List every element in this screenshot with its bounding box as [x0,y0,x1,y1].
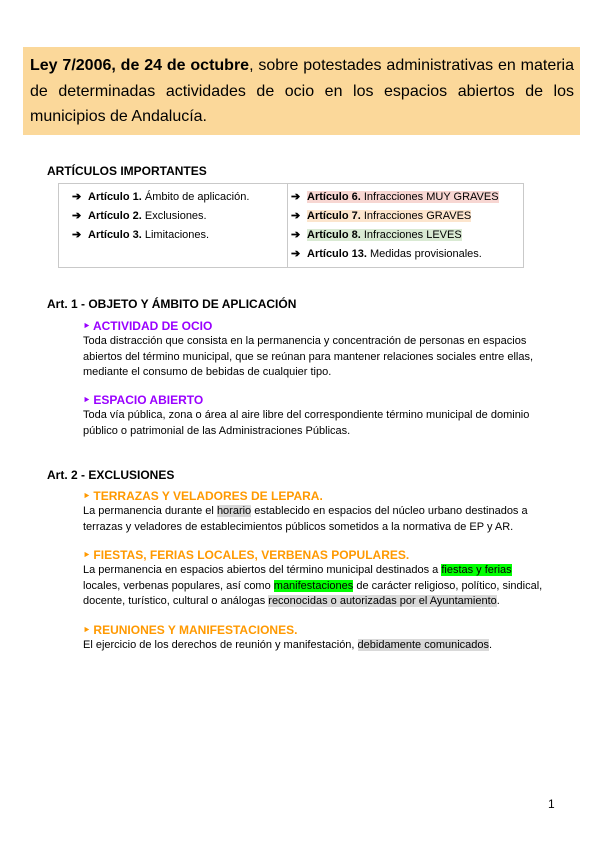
art2-sub3-heading: ‣ REUNIONES Y MANIFESTACIONES. [83,623,298,637]
index-item-art1: ➔ Artículo 1. Ámbito de aplicación. [72,189,249,206]
highlight-fiestas: fiestas y ferias [441,564,512,576]
art1-sub2-heading: ‣ ESPACIO ABIERTO [83,393,204,407]
art2-sub3-text: El ejercicio de los derechos de reunión y manifestación, debidamente comunicados. [83,639,493,651]
index-item-art7: ➔ Artículo 7. Infracciones GRAVES [291,208,471,225]
arrow-icon: ➔ [291,191,301,203]
art1-sub1-text: Toda distracción que consista en la permanencia y concentración de personas en espacios abiertos del término municipal, que se reúnan para mantener relaciones sociales entre ellas, mediante el consumo de bebidas de cualquier tipo. [83,335,534,378]
arrow-icon: ➔ [291,210,301,222]
law-title: Ley 7/2006, de 24 de octubre [30,57,250,74]
arrow-icon: ➔ [72,210,82,222]
arrow-icon: ➔ [291,229,301,241]
art2-sub1-text: La permanencia durante el horario establecido en espacios del núcleo urbano destinados a terrazas y veladores de establecimientos públicos sometidos a la normativa de EP y AR. [83,505,528,533]
articles-index-table [58,183,524,268]
law-description: , sobre potestades administrativas en materia de determinadas actividades de ocio en los espacios abiertos de los municipios de Andalucía. [30,57,574,125]
index-item-art13: ➔ Artículo 13. Medidas provisionales. [291,246,482,263]
page-number: 1 [548,797,555,811]
index-item-art6: ➔ Artículo 6. Infracciones MUY GRAVES [291,189,499,206]
art2-sub2-heading: ‣ FIESTAS, FERIAS LOCALES, VERBENAS POPULARES. [83,548,410,562]
arrow-icon: ➔ [72,191,82,203]
arrow-icon: ➔ [72,229,82,241]
law-title-banner [23,47,580,135]
art2-title: Art. 2 - EXCLUSIONES [47,468,175,482]
art1-title: Art. 1 - OBJETO Y ÁMBITO DE APLICACIÓN [47,297,297,311]
art2-sub2-text: La permanencia en espacios abiertos del término municipal destinados a fiestas y ferias locales, verbenas populares, así como manifestaciones de carácter religioso, político, sindical, docente, turístico, cultural o análogas reconocidas o autorizadas por el Ayuntamiento. [83,564,543,607]
highlight-reconocidas: reconocidas o autorizadas por el Ayuntamiento [268,595,497,607]
arrow-icon: ➔ [291,248,301,260]
art2-sub1-heading: ‣ TERRAZAS Y VELADORES DE LEPARA. [83,489,323,503]
index-divider [287,184,288,267]
index-item-art2: ➔ Artículo 2. Exclusiones. [72,208,207,225]
highlight-horario: horario [216,505,252,517]
art1-sub2-text: Toda vía pública, zona o área al aire libre del correspondiente término municipal de dominio público o patrimonial de las Administraciones Públicas. [83,409,530,437]
highlight-comunicados: debidamente comunicados [357,639,490,651]
index-title: ARTÍCULOS IMPORTANTES [47,164,207,178]
art1-sub1-heading: ‣ ACTIVIDAD DE OCIO [83,319,213,333]
index-item-art8: ➔ Artículo 8. Infracciones LEVES [291,227,462,244]
highlight-manifestaciones: manifestaciones [273,579,354,592]
index-item-art3: ➔ Artículo 3. Limitaciones. [72,227,209,244]
